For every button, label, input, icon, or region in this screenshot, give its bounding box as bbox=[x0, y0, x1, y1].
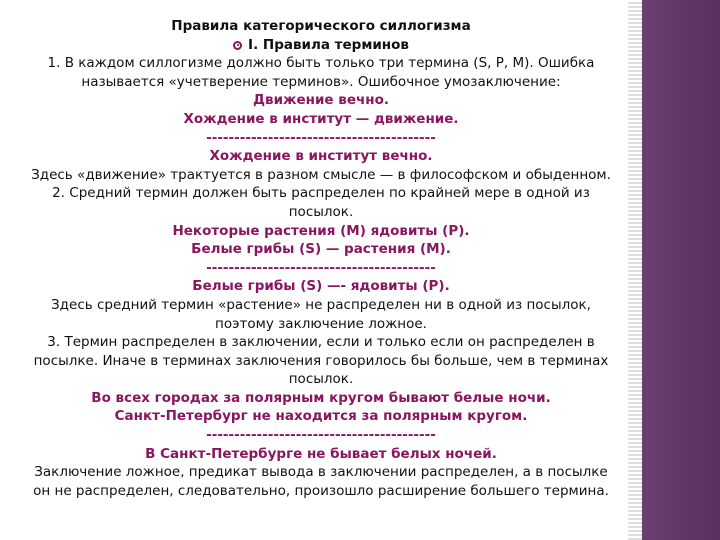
rule1-line1: 1. В каждом силлогизме должно быть только три термина (S, P, M). Ошибка bbox=[47, 55, 595, 72]
rule1-separator: ----------------------------------------- bbox=[206, 129, 436, 146]
slide-title: Правила категорического силлогизма bbox=[171, 18, 471, 34]
rule3-note2: он не распределен, следовательно, произошло расширение большего термина. bbox=[33, 482, 609, 499]
rule3-line2: посылке. Иначе в терминах заключения говорилось бы больше, чем в терминах bbox=[33, 352, 609, 369]
rule3-example1: Во всех городах за полярным кругом бывают белые ночи. bbox=[91, 389, 551, 406]
rule2-line1: 2. Средний термин должен быть распределен по крайней мере в одной из bbox=[52, 185, 590, 202]
rule3-example2: Санкт-Петербург не находится за полярным кругом. bbox=[114, 408, 528, 425]
rule3-line1: 3. Термин распределен в заключении, если и только если он распределен в bbox=[47, 334, 595, 351]
rule1-example2: Хождение в институт — движение. bbox=[183, 110, 459, 127]
decorative-sidebar bbox=[642, 0, 720, 540]
rule1-example1: Движение вечно. bbox=[253, 92, 389, 109]
rule3-example3: В Санкт-Петербурге не бывает белых ночей. bbox=[145, 445, 497, 462]
decorative-edge-strip bbox=[628, 0, 642, 540]
rule2-example3: Белые грибы (S) —- ядовиты (P). bbox=[192, 278, 450, 295]
rule2-example1: Некоторые растения (M) ядовиты (P). bbox=[172, 222, 470, 239]
rule2-separator: ----------------------------------------- bbox=[206, 259, 436, 276]
rule2-line2: посылок. bbox=[288, 203, 354, 220]
rule1-line2: называется «учетверение терминов». Ошибочное умозаключение: bbox=[81, 73, 561, 90]
rule2-note1: Здесь средний термин «растение» не распределен ни в одной из посылок, bbox=[51, 296, 591, 313]
bullet-icon bbox=[233, 41, 242, 50]
subtitle-text: I. Правила терминов bbox=[248, 36, 409, 53]
slide-content bbox=[14, 17, 628, 500]
rule3-line3: посылок. bbox=[288, 371, 354, 388]
slide-subtitle bbox=[14, 36, 628, 55]
rule2-note2: поэтому заключение ложное. bbox=[215, 315, 427, 332]
rule1-note: Здесь «движение» трактуется в разном смысле — в философском и обыденном. bbox=[31, 166, 611, 183]
rule2-example2: Белые грибы (S) — растения (M). bbox=[191, 241, 451, 258]
rule1-example3: Хождение в институт вечно. bbox=[209, 148, 433, 165]
rule3-note1: Заключение ложное, предикат вывода в заключении распределен, а в посылке bbox=[34, 464, 608, 481]
rule3-separator: ----------------------------------------- bbox=[206, 427, 436, 444]
